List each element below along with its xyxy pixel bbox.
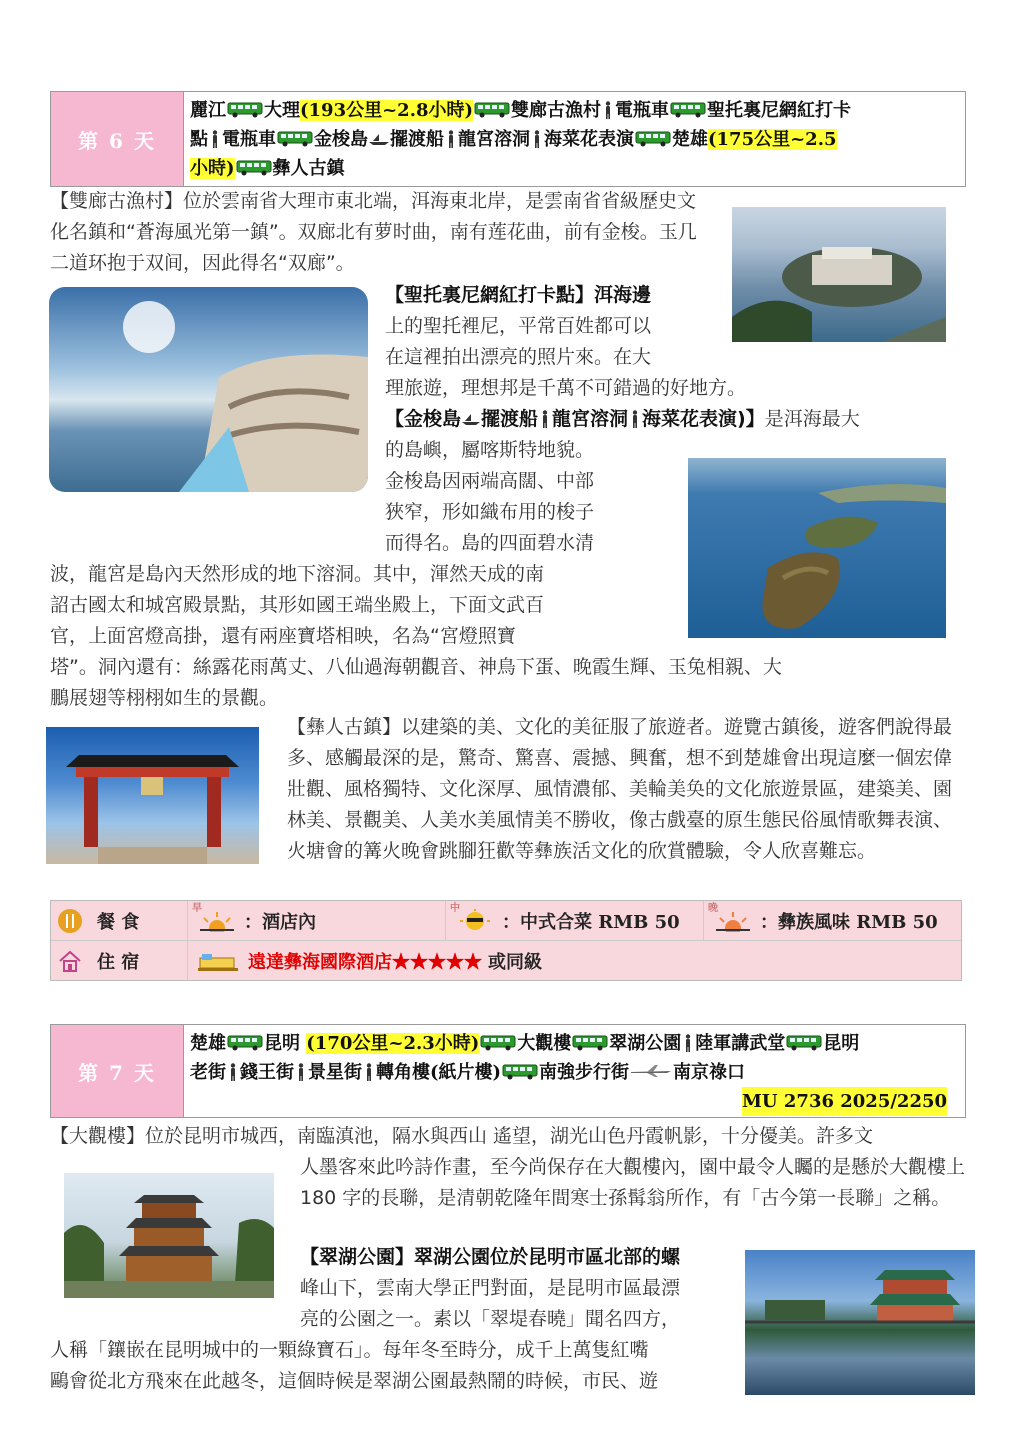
bus-icon (786, 1035, 822, 1051)
walker-icon (533, 130, 541, 148)
jinsuo-island-photo (688, 458, 946, 638)
walker-icon (541, 410, 549, 428)
daguanlou-text-b: 人墨客來此吟詩作畫，至今尚保存在大觀樓內，園中最令人矚的是懸於大觀樓上 180 字的長聯，是清朝乾隆年間寒士孫髯翁所作，有「古今第一長聯」之稱。 (300, 1156, 966, 1209)
bus-icon (227, 1035, 263, 1051)
sunrise-icon (196, 910, 238, 932)
walker-icon (365, 1063, 373, 1081)
day6-route: 麗江 大理(193公里~2.8小時) 雙廊古漁村 電瓶車 聖托裏尼網紅打卡 點 電瓶車 金梭島 擺渡船 龍宮溶洞 海菜花表演 楚雄(175公里~2.5 小時) 彝人古鎮 (190, 100, 852, 179)
bus-icon (227, 102, 263, 118)
jinsuo-text-b: 波，龍宮是島內天然形成的地下溶洞。其中，渾然天成的南 詔古國太和城宮殿景點，其形如國王端坐殿上，下面文武百 官，上面宮燈高掛，還有兩座寶塔相映，名為“宮燈照寶 (50, 563, 545, 647)
day6-label: 第 6 天 (51, 92, 184, 186)
bus-icon (480, 1035, 516, 1051)
meal-row: 餐 食 早 ：酒店內 中 ：中式合菜 RMB 50 晚 ：彝族風味 RMB 50 (51, 901, 961, 940)
cuihu-text-b: 人稱「鑲嵌在昆明城中的一顆綠寶石」。每年冬至時分，成千上萬隻紅嘴 鷗會從北方飛來在此越冬，這個時候是翠湖公園最熱鬧的時候，市民、遊 (50, 1339, 659, 1392)
bus-icon (502, 1064, 538, 1080)
walker-icon (604, 101, 612, 119)
hotel-cell: 遠達彝海國際酒店★★★★★ 或同級 (188, 941, 961, 980)
lunch-cell: 中 ：中式合菜 RMB 50 (446, 901, 704, 940)
jinsuo-text-c: 塔”。洞內還有：絲露花雨萬丈、八仙過海朝觀音、神鳥下蛋、晚霞生輝、玉兔相親、大 鵬展翅等栩栩如生的景觀。 (50, 656, 782, 709)
day6-header (50, 91, 966, 187)
breakfast-cell: 早 ：酒店內 (188, 901, 446, 940)
day7-header (50, 1024, 966, 1118)
dinner-cell: 晚 ：彝族風味 RMB 50 (704, 901, 961, 940)
bus-icon (277, 131, 313, 147)
bed-icon (196, 948, 242, 974)
day7-route: 楚雄 昆明 (170公里~2.3小時) 大觀樓 翠湖公園 陸軍講武堂 昆明 老街 錢王街 景星街 轉角樓(紙片樓) 南強步行街 南京祿口 MU 2736 2025/2250 (184, 1025, 965, 1117)
cuihu-park-photo (745, 1250, 975, 1395)
daguanlou-photo (64, 1173, 274, 1298)
meal-icon (57, 908, 83, 934)
boat-icon (461, 413, 481, 425)
sunset-icon (712, 910, 754, 932)
bus-icon (236, 160, 272, 176)
sun-sunglasses-icon (454, 909, 496, 933)
daguanlou-text-a: 【大觀樓】位於昆明市城西，南臨滇池，隔水與西山 遙望，湖光山色丹霞帆影，十分優美。許多文 (50, 1125, 874, 1147)
santorini-text: 【聖托裏尼網紅打卡點】洱海邊 上的聖托裡尼，平常百姓都可以 在這裡拍出漂亮的照片來。在大 理旅遊，理想邦是千萬不可錯過的好地方。 (385, 284, 747, 399)
shuanglang-text: 【雙廊古漁村】位於雲南省大理市東北端，洱海東北岸，是雲南省省級歷史文化名鎮和“蒼海風光第一鎮”。双廊北有萝时曲，南有莲花曲，前有金梭。玉几二道环抱于双间，因此得名“双廊”。 (50, 190, 697, 274)
plane-icon (629, 1064, 673, 1078)
walker-icon (447, 130, 455, 148)
yiren-text: 【彝人古鎮】以建築的美、文化的美征服了旅遊者。遊覽古鎮後，遊客們說得最多、感觸最深的是，驚奇、驚喜、震撼、興奮，想不到楚雄會出現這麼一個宏偉壯觀、風格獨特、文化深厚、風情濃郁、美輪美奂的文化旅遊景區，建築美、園林美、景觀美、人美水美風情美不勝收，像古戲臺的原生態民俗風情歌舞表演、火塘會的篝火晚會跳腳狂歡等彝族活文化的欣賞體驗，令人欣喜難忘。 (287, 716, 953, 862)
walker-icon (297, 1063, 305, 1081)
jinsuo-title: 【金梭島 擺渡船 龍宮溶洞 海菜花表演)】是洱海最大 (385, 408, 860, 430)
day7-label: 第 7 天 (51, 1025, 184, 1117)
bus-icon (474, 102, 510, 118)
cuihu-text-a: 【翠湖公園】翠湖公園位於昆明市區北部的螺 峰山下，雲南大學正門對面，是昆明市區最漂 亮的公園之一。素以「翠堤春曉」聞名四方， (300, 1246, 681, 1330)
santorini-photo (49, 287, 368, 492)
flight-number: MU 2736 2025/2250 (742, 1087, 947, 1116)
walker-icon (631, 410, 639, 428)
jinsuo-text-a: 的島嶼，屬喀斯特地貌。 金梭島因兩端高闊、中部 狹窄，形如織布用的梭子 而得名。島的四面碧水清 (385, 439, 595, 554)
walker-icon (684, 1034, 692, 1052)
walker-icon (229, 1063, 237, 1081)
yiren-gate-photo (46, 727, 259, 864)
house-icon (57, 949, 83, 973)
bus-icon (670, 102, 706, 118)
bus-icon (635, 131, 671, 147)
day6-meal-table (50, 900, 962, 981)
hotel-row: 住 宿 遠達彝海國際酒店★★★★★ 或同級 (51, 940, 961, 980)
walker-icon (211, 130, 219, 148)
boat-icon (368, 133, 390, 145)
bus-icon (572, 1035, 608, 1051)
